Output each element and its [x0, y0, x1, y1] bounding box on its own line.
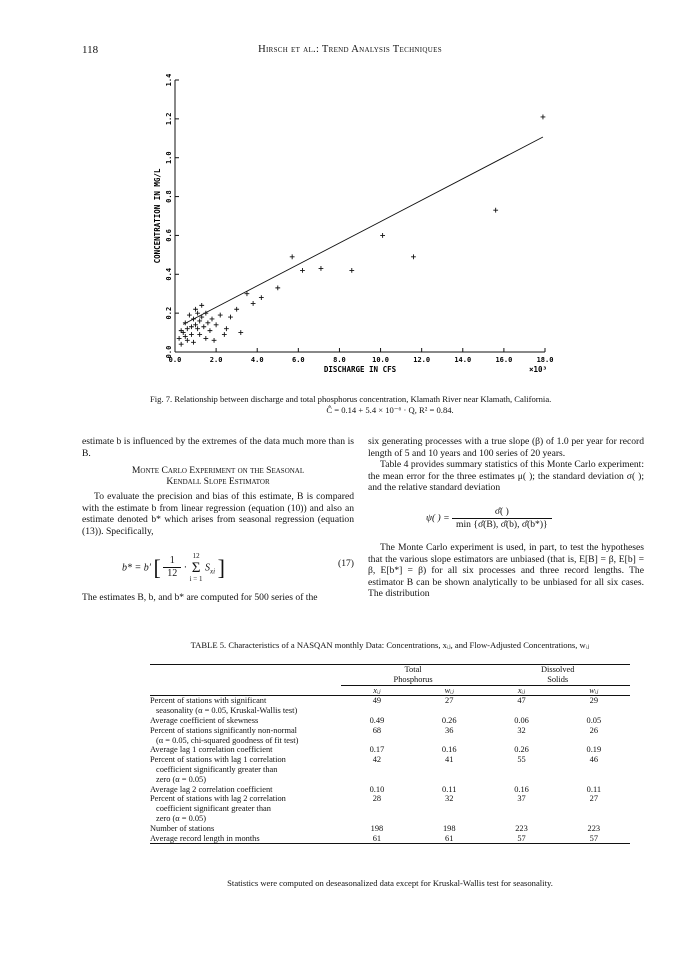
left-paragraph-3: The estimates B, b, and b* are computed for 500 series of the — [82, 591, 318, 603]
x-axis-title: DISCHARGE IN CFS — [323, 365, 397, 374]
row-label — [150, 785, 341, 795]
table-cell: 57 — [589, 833, 599, 843]
y-tick-label: 1.0 — [165, 151, 173, 165]
table-cell: 61 — [372, 833, 382, 843]
x-tick-label: 2.0 — [209, 356, 223, 364]
table-cell: 68 — [372, 725, 382, 735]
section-heading-line-2: Kendall Slope Estimator — [166, 476, 270, 488]
table-cell: 0.19 — [586, 745, 602, 755]
x-tick-label: 18.0 — [536, 356, 554, 364]
data-point — [189, 332, 194, 337]
data-point — [191, 317, 196, 322]
group-header-line: Total — [404, 665, 422, 674]
data-point — [380, 233, 385, 238]
scatter-chart — [150, 62, 570, 388]
table-cell: 0.17 — [369, 745, 385, 755]
group-header-line: Phosphorus — [393, 674, 433, 684]
table-cell: 32 — [517, 725, 526, 735]
table-cell: 0.06 — [514, 715, 529, 725]
table-cell: 47 — [517, 696, 526, 706]
eq17-fraction — [163, 555, 181, 579]
data-point — [218, 313, 223, 318]
table-cell: 42 — [372, 755, 382, 765]
left-paragraph-1: estimate b is influenced by the extremes of the data much more than is B. — [82, 436, 354, 459]
x-tick-label: 0.0 — [168, 356, 182, 364]
table-row — [150, 794, 630, 823]
data-point — [493, 208, 498, 213]
section-heading — [82, 465, 354, 487]
table-cell: 57 — [517, 833, 526, 843]
psi-numerator: σ̂( ) — [452, 506, 552, 519]
table-cell: 27 — [589, 794, 599, 804]
y-tick-label: 0.8 — [165, 190, 173, 203]
data-point — [300, 268, 305, 273]
data-point — [541, 115, 546, 120]
table-cell: 46 — [589, 755, 599, 765]
row-label-line: Percent of stations with lag 1 correlation — [150, 755, 286, 765]
group-header-total-phosphorus — [341, 665, 486, 686]
table-cell: 198 — [442, 823, 456, 833]
x-axis-multiplier: ×10³ — [528, 365, 547, 374]
data-point — [187, 313, 192, 318]
row-label — [150, 696, 341, 716]
psi-denominator: min {σ̂(B), σ̂(b), σ̂(b*)} — [456, 518, 548, 530]
data-point — [251, 301, 256, 306]
eq17-sum-bottom: i = 1 — [189, 574, 203, 583]
table-5 — [150, 664, 630, 844]
row-label-line: Number of stations — [150, 823, 215, 833]
data-point — [319, 266, 324, 271]
y-tick-label: 0.6 — [165, 229, 173, 242]
table-cell: 0.16 — [514, 784, 529, 794]
row-label-line: Percent of stations with lag 2 correlation — [150, 794, 286, 804]
equation-17-body: b* = b′ [ $\frac{1}{12}$ · 12 Σ i = 1 $S_{xi}$ ] — [122, 551, 225, 583]
equation-17 — [82, 546, 354, 586]
row-label — [150, 794, 341, 823]
data-point — [185, 326, 190, 331]
table-cell: 27 — [445, 696, 454, 706]
table-cell: 198 — [370, 823, 384, 833]
data-point — [203, 336, 208, 341]
table-row — [150, 696, 630, 716]
eq17-term-sub: xi — [210, 566, 216, 575]
x-tick-label: 8.0 — [333, 356, 346, 364]
table-cell: 0.11 — [442, 784, 457, 794]
row-label — [150, 745, 341, 755]
psi-fraction — [452, 506, 552, 530]
data-point — [199, 303, 204, 308]
table-cell: 0.16 — [441, 745, 457, 755]
data-point — [275, 285, 280, 290]
y-tick-label: 0.2 — [165, 306, 173, 320]
table-cell: 49 — [372, 696, 382, 706]
y-tick-label: 1.4 — [165, 73, 173, 87]
table-cell: 28 — [372, 794, 382, 804]
table-cell: 32 — [445, 794, 454, 804]
eq17-left-bracket: [ — [153, 554, 161, 580]
x-tick-label: 6.0 — [292, 356, 305, 364]
data-point — [197, 332, 202, 337]
eq17-lhs: b* = b′ — [122, 561, 151, 573]
table-cell: 223 — [587, 823, 601, 833]
row-label-line: coefficient significant greater than — [156, 804, 271, 814]
x-tick-label: 12.0 — [413, 356, 431, 364]
figure-label: Fig. 7. — [150, 394, 173, 404]
table-row — [150, 716, 630, 726]
data-point — [411, 254, 416, 259]
x-tick-label: 10.0 — [372, 356, 389, 364]
data-point — [290, 254, 295, 259]
table-row — [150, 726, 630, 746]
psi-lhs: ψ( ) = — [426, 512, 450, 524]
table-cell: 223 — [515, 823, 528, 833]
data-point — [177, 336, 182, 341]
table-cell: 41 — [445, 755, 454, 765]
right-paragraph-1: six generating processes with a true slope (β) of 1.0 per year for record length of 5 and 10 years and 100 series of 20 years. — [368, 436, 644, 459]
table-row — [150, 785, 630, 795]
data-point — [191, 340, 196, 345]
table-cell: 0.05 — [586, 715, 602, 725]
data-point — [222, 332, 227, 337]
x-tick-label: 16.0 — [495, 356, 513, 364]
table-row — [150, 834, 630, 844]
group-header-dissolved-solids — [485, 665, 630, 686]
data-point — [214, 322, 219, 327]
group-header-line: Dissolved — [540, 665, 575, 674]
right-column — [368, 436, 644, 600]
right-paragraph-2: Table 4 provides summary statistics of this Monte Carlo experiment: the mean error for the three estimates μ( ); the standard deviation σ( ); and the relative standard deviation — [368, 459, 644, 494]
row-label-line: coefficient significantly greater than — [156, 764, 278, 774]
figure-caption-text: Relationship between discharge and total phosphorus concentration, Klamath River near Klamath, California. — [174, 394, 552, 404]
column-header: wᵢⱼ — [444, 685, 454, 695]
row-label-line: zero (α = 0.05) — [156, 774, 207, 784]
row-label-line: Average lag 2 correlation coefficient — [150, 784, 273, 794]
table-cell: 0.10 — [369, 784, 385, 794]
column-header: wᵢⱼ — [589, 685, 599, 695]
data-point — [259, 295, 264, 300]
table-5-footnote: Statistics were computed on deseasonalized data except for Kruskal-Wallis test for seasonality. — [227, 878, 553, 888]
eq17-sum-symbol: Σ — [191, 559, 201, 576]
column-header: xᵢⱼ — [373, 685, 381, 695]
x-tick-label: 4.0 — [250, 356, 264, 364]
equation-number: (17) — [338, 557, 354, 569]
page-number: 118 — [82, 44, 99, 56]
regression-line — [183, 137, 543, 324]
table-row — [150, 755, 630, 784]
x-tick-label: 14.0 — [454, 356, 472, 364]
table-cell: 36 — [445, 725, 454, 735]
table-cell: 0.26 — [514, 745, 529, 755]
row-label-line: Average lag 1 correlation coefficient — [150, 745, 273, 755]
table-row — [150, 824, 630, 834]
table-cell: 0.49 — [369, 715, 385, 725]
row-label-line: Percent of stations with significant — [150, 696, 267, 706]
group-header-line: Solids — [547, 674, 569, 684]
row-label-line: seasonality (α = 0.05, Kruskal-Wallis test) — [156, 706, 298, 716]
data-point — [205, 320, 210, 325]
table-cell: 0.26 — [441, 715, 457, 725]
section-heading-line-1: Monte Carlo Experiment on the Seasonal — [131, 465, 305, 477]
table-cell: 29 — [589, 696, 599, 706]
y-tick-label: 0.4 — [165, 267, 173, 281]
row-label-line: Average record length in months — [150, 833, 260, 843]
y-tick-label: 1.2 — [165, 112, 173, 126]
column-header-row — [150, 685, 630, 696]
table-cell: 55 — [517, 755, 526, 765]
eq17-sum-top: 12 — [192, 551, 200, 560]
right-paragraph-3: The Monte Carlo experiment is used, in part, to test the hypotheses that the various slope estimators are unbiased (that is, E[B] = β, E[b] = β, E[b*] = β) for all six processes and three record lengths. The estimator B can be shown analytically to be unbiased for all six cases. The distribution — [368, 541, 644, 600]
row-label — [150, 834, 341, 844]
table-cell: 0.11 — [586, 784, 602, 794]
data-point — [349, 268, 354, 273]
row-label-line: zero (α = 0.05) — [156, 813, 207, 823]
row-label — [150, 755, 341, 784]
row-label-line: Average coefficient of skewness — [150, 715, 259, 725]
psi-equation — [368, 502, 644, 536]
eq17-frac-num: 1 — [163, 555, 181, 568]
figure-caption — [150, 394, 630, 415]
column-header: xᵢⱼ — [517, 685, 526, 695]
data-point — [228, 315, 233, 320]
left-paragraph-2: To evaluate the precision and bias of this estimate, B is compared with the estimate b from linear regression (equation (10)) and also an estimate denoted b* which arises from seasonal regression (equation (13)). Specifically, — [82, 491, 354, 537]
y-tick-label: 0.0 — [165, 345, 173, 359]
data-point — [212, 338, 217, 343]
data-point — [224, 326, 229, 331]
data-point — [238, 330, 243, 335]
eq17-term: S — [205, 561, 211, 573]
row-label-line: Percent of stations significantly non-normal — [150, 725, 297, 735]
left-column — [82, 436, 354, 603]
data-point — [201, 324, 206, 329]
eq17-frac-den: 12 — [167, 568, 178, 580]
data-point — [179, 342, 184, 347]
row-label — [150, 726, 341, 746]
data-point — [189, 324, 194, 329]
table-cell: 61 — [445, 833, 454, 843]
eq17-sum — [190, 552, 203, 584]
psi-equation-body — [426, 506, 552, 530]
row-label — [150, 716, 341, 726]
data-point — [210, 317, 215, 322]
row-label-line: (α = 0.05, chi-squared goodness of fit test) — [156, 735, 299, 745]
table-5-caption: TABLE 5. Characteristics of a NASQAN monthly Data: Concentrations, xᵢⱼ, and Flow-Adjusted Concentrations, wᵢⱼ — [190, 640, 590, 650]
y-axis-title: CONCENTRATION IN MG/L — [153, 168, 162, 264]
row-label — [150, 824, 341, 834]
table-cell: 26 — [589, 725, 599, 735]
data-point — [234, 307, 239, 312]
data-point — [208, 328, 213, 333]
table-row — [150, 745, 630, 755]
running-head: Hirsch et al.: Trend Analysis Techniques — [258, 44, 442, 55]
table-cell: 37 — [517, 794, 526, 804]
figure-equation: Ĉ = 0.14 + 5.4 × 10⁻⁶ · Q, R² = 0.84. — [326, 404, 454, 415]
eq17-right-bracket: ] — [217, 554, 225, 580]
